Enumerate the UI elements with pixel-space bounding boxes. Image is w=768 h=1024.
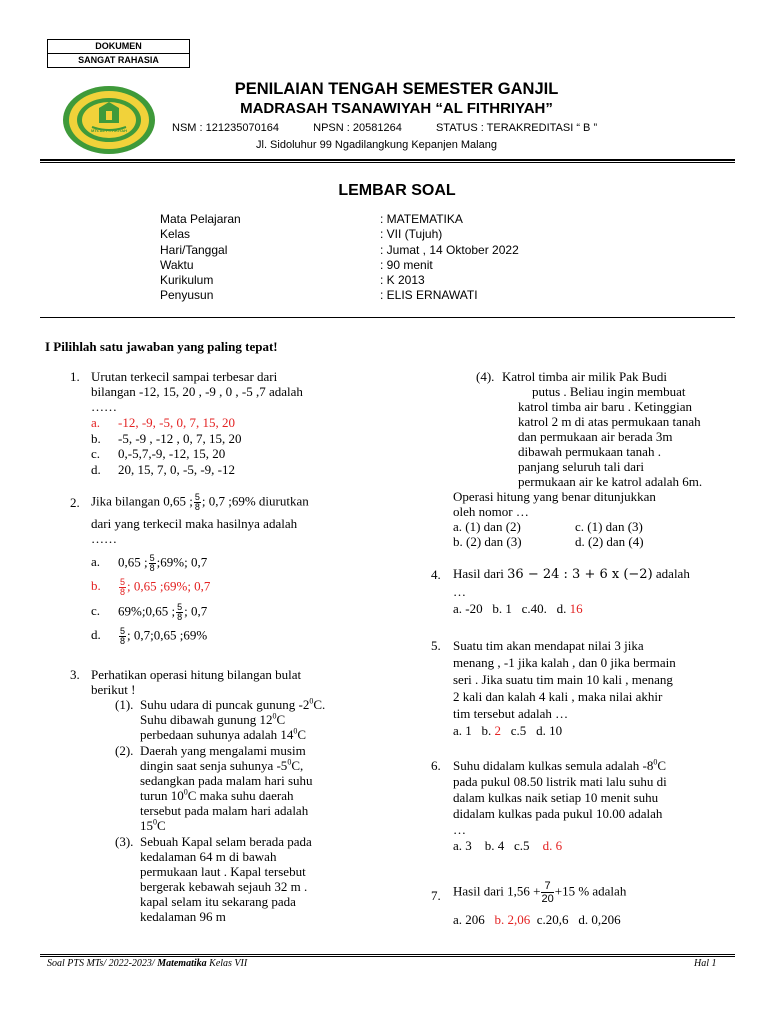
math-expression: 36 − 24 : 3 + 6 x (−2) xyxy=(507,567,653,582)
option-a: a. 3 xyxy=(453,838,472,853)
options-row xyxy=(453,912,621,927)
option-c: c.5 xyxy=(510,723,527,738)
option-c: c. 0,-5,7,-9, -12, 15, 20 xyxy=(91,446,226,461)
option-d: d. 0,206 xyxy=(578,912,621,927)
question-stem: pada pukul 08.50 listrik mati lalu suhu di xyxy=(453,774,667,789)
option-b-correct: b. 2,06 xyxy=(494,912,531,927)
options-row xyxy=(453,519,656,534)
fraction-5-8: $\frac{5}{8}$ xyxy=(194,492,200,512)
question-stem: berikut ! xyxy=(91,682,136,697)
confidential-stamp xyxy=(47,39,190,68)
option-d-letter: d. xyxy=(556,601,567,616)
page-number: Hal 1 xyxy=(694,958,717,969)
info-value: : K 2013 xyxy=(380,273,425,288)
question-stem: bilangan -12, 15, 20 , -9 , 0 , -5 ,7 adalah xyxy=(91,384,303,399)
question-stem: didalam kulkas pada pukul 10.00 adalah xyxy=(453,806,663,821)
accreditation-status: STATUS : TERAKREDITASI “ B ” xyxy=(435,122,598,134)
stamp-line-2: SANGAT RAHASIA xyxy=(48,53,189,67)
option-c: c.5 xyxy=(514,838,530,853)
option-b: b. 1 xyxy=(492,601,512,616)
question-stem: Hasil dari 36 − 24 : 3 + 6 x (−2) adalah xyxy=(453,566,690,582)
seal-center-text: MTs AL FITHRIYAH xyxy=(90,128,128,133)
option-a: a. (1) dan (2) xyxy=(453,519,521,534)
info-label: Penyusun xyxy=(160,288,214,303)
option-d: d. (2) dan (4) xyxy=(575,534,644,549)
info-label: Kurikulum xyxy=(160,273,214,288)
question-stem: seri . Jika suatu tim main 10 kali , menang xyxy=(453,672,673,687)
info-value: : Jumat , 14 Oktober 2022 xyxy=(380,242,519,257)
options-row xyxy=(453,838,667,854)
exam-info-table xyxy=(160,212,519,304)
question-stem: menang , -1 jika kalah , dan 0 jika bermain xyxy=(453,655,676,670)
info-row xyxy=(160,273,519,288)
question-stem: 2 kali dan kalah 4 kali , maka nilai akhir xyxy=(453,689,663,704)
option-b-correct: 2 xyxy=(494,723,502,738)
question-number: 2. xyxy=(70,495,80,510)
npsn: NPSN : 20581264 xyxy=(313,122,402,134)
option-a-correct: a. -12, -9, -5, 0, 7, 15, 20 xyxy=(91,415,235,430)
info-value: : VII (Tujuh) xyxy=(380,227,443,242)
question-stem: Operasi hitung yang benar ditunjukkan xyxy=(453,489,656,504)
sheet-title: LEMBAR SOAL xyxy=(338,182,456,199)
nsm: NSM : 121235070164 xyxy=(172,122,280,134)
question-number: 7. xyxy=(431,888,441,903)
question-number: 6. xyxy=(431,758,441,773)
question-stem: Suatu tim akan mendapat nilai 3 jika xyxy=(453,638,644,653)
question-stem: Perhatikan operasi hitung bilangan bulat xyxy=(91,667,302,682)
ellipsis: … xyxy=(453,822,466,837)
ellipsis: … xyxy=(453,584,466,599)
option-d: d. 10 xyxy=(536,723,563,738)
school-name: MADRASAH TSANAWIYAH “AL FITHRIYAH” xyxy=(240,100,553,117)
info-value: : MATEMATIKA xyxy=(380,212,463,226)
option-d-correct: d. 6 xyxy=(542,838,563,853)
header-divider xyxy=(40,159,735,161)
school-identifiers xyxy=(172,122,597,134)
question-stem: tim tersebut adalah … xyxy=(453,706,569,721)
info-value: : ELIS ERNAWATI xyxy=(380,288,478,303)
option-b-letter: b. xyxy=(481,723,492,738)
exam-title: PENILAIAN TENGAH SEMESTER GANJIL xyxy=(234,80,559,98)
info-value: : 90 menit xyxy=(380,257,433,272)
option-c: c.20,6 xyxy=(536,912,569,927)
option-d: d. $\frac{5}{8}$ ; 0,7;0,65 ;69% xyxy=(91,626,208,646)
question-stem: Suhu didalam kulkas semula adalah $-8^0C$ xyxy=(453,757,667,773)
option-d: d. 20, 15, 7, 0, -5, -9, -12 xyxy=(91,461,235,477)
info-label: Hari/Tanggal xyxy=(160,242,228,257)
option-b-correct: b. $\frac{5}{8}$ ; 0,65 ;69%; 0,7 xyxy=(91,577,211,597)
footer-course: Soal PTS MTs/ 2022-2023/ Matematika Kelas VII xyxy=(47,958,248,969)
info-label: Kelas xyxy=(160,227,191,242)
question-stem: dari yang terkecil maka hasilnya adalah xyxy=(91,516,298,531)
info-row xyxy=(160,243,519,258)
info-row xyxy=(160,258,519,273)
question-number: 4. xyxy=(431,567,441,582)
option-b: b. (2) dan (3) xyxy=(453,534,522,549)
school-address: Jl. Sidoluhur 99 Ngadilangkung Kepanjen Malang xyxy=(256,139,497,151)
options-row xyxy=(453,534,656,549)
options-row xyxy=(453,722,676,739)
question-stem: dalam kulkas naik setiap 10 menit suhu xyxy=(453,790,659,805)
option-a: a. 0,65 ; $\frac{5}{8}$ ;69%; 0,7 xyxy=(91,553,208,573)
info-label: Waktu xyxy=(160,257,194,272)
question-number: 1. xyxy=(70,369,80,384)
question-number: 5. xyxy=(431,638,441,653)
option-c: c. 69%;0,65 ; $\frac{5}{8}$ ; 0,7 xyxy=(91,602,208,622)
header-divider-thin xyxy=(40,162,735,163)
options-row xyxy=(453,601,583,616)
stamp-line-1: DOKUMEN xyxy=(95,41,142,51)
option-a: a. 206 xyxy=(453,912,485,927)
question-stem: Urutan terkecil sampai terbesar dari xyxy=(91,369,278,384)
section-instruction: I Pilihlah satu jawaban yang paling tepat! xyxy=(45,339,278,354)
option-c: c.40. xyxy=(521,601,547,616)
option-a: a. -20 xyxy=(453,601,483,616)
option-b: b. 4 xyxy=(484,838,505,853)
option-d-correct: 16 xyxy=(569,601,583,616)
option-a: a. 1 xyxy=(453,723,472,738)
question-stem: Jika bilangan 0,65 ; $\frac{5}{8}$ ; 0,7 ;69% diurutkan xyxy=(91,492,309,512)
question-stem: Hasil dari 1,56 + $\frac{7}{20}$ +15 % adalah xyxy=(453,880,627,905)
ellipsis: …… xyxy=(91,531,117,546)
info-label: Mata Pelajaran xyxy=(160,212,241,226)
option-c: c. (1) dan (3) xyxy=(575,519,643,534)
info-row xyxy=(160,212,519,227)
option-b: b. -5, -9 , -12 , 0, 7, 15, 20 xyxy=(91,430,242,446)
question-stem: oleh nomor … xyxy=(453,504,529,519)
info-divider xyxy=(40,317,735,318)
info-row xyxy=(160,227,519,242)
ellipsis: …… xyxy=(91,399,117,414)
question-number: 3. xyxy=(70,667,80,682)
info-row xyxy=(160,288,519,303)
fraction-7-20: $\frac{7}{20}$ xyxy=(541,880,554,905)
